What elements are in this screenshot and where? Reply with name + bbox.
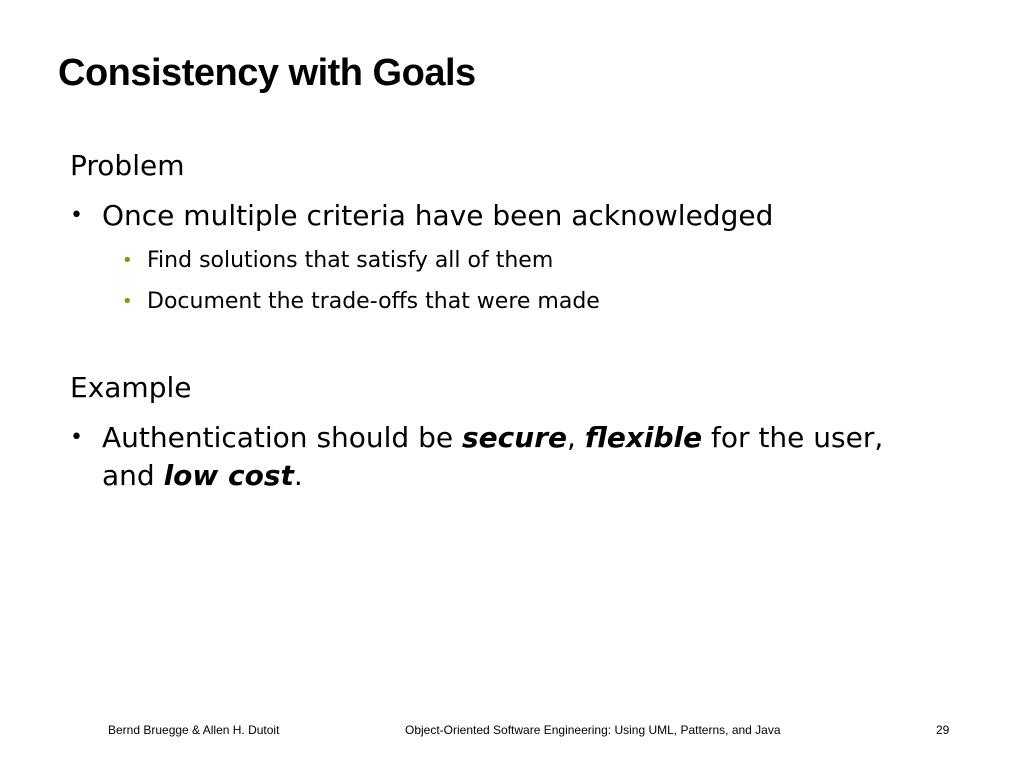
problem-sub-bullet-2-text: Document the trade-offs that were made	[147, 289, 600, 314]
slide-title: Consistency with Goals	[58, 52, 476, 94]
example-heading: Example	[70, 371, 192, 404]
bullet-icon: •	[70, 203, 83, 228]
footer-authors: Bernd Bruegge & Allen H. Dutoit	[108, 723, 280, 737]
problem-sub-bullet-1-text: Find solutions that satisfy all of them	[147, 248, 554, 273]
emphasis-flexible: flexible	[584, 421, 703, 454]
example-bullet-text	[102, 419, 922, 495]
sub-bullet-icon: •	[122, 250, 133, 271]
sub-bullet-icon: •	[122, 291, 133, 312]
example-text-part-1: Authentication should be	[102, 421, 463, 454]
footer-page-number: 29	[936, 723, 950, 737]
emphasis-low-cost: low cost	[163, 459, 294, 492]
bullet-icon: •	[70, 425, 83, 450]
example-text-part-2: ,	[567, 421, 585, 454]
emphasis-secure: secure	[462, 421, 568, 454]
footer-book-title: Object-Oriented Software Engineering: Using UML, Patterns, and Java	[405, 723, 781, 737]
problem-bullet-text: Once multiple criteria have been acknowledged	[102, 199, 774, 232]
example-text-part-4: .	[293, 459, 303, 492]
example-text-part-3: for the user, and	[102, 421, 884, 492]
problem-heading: Problem	[70, 149, 185, 182]
